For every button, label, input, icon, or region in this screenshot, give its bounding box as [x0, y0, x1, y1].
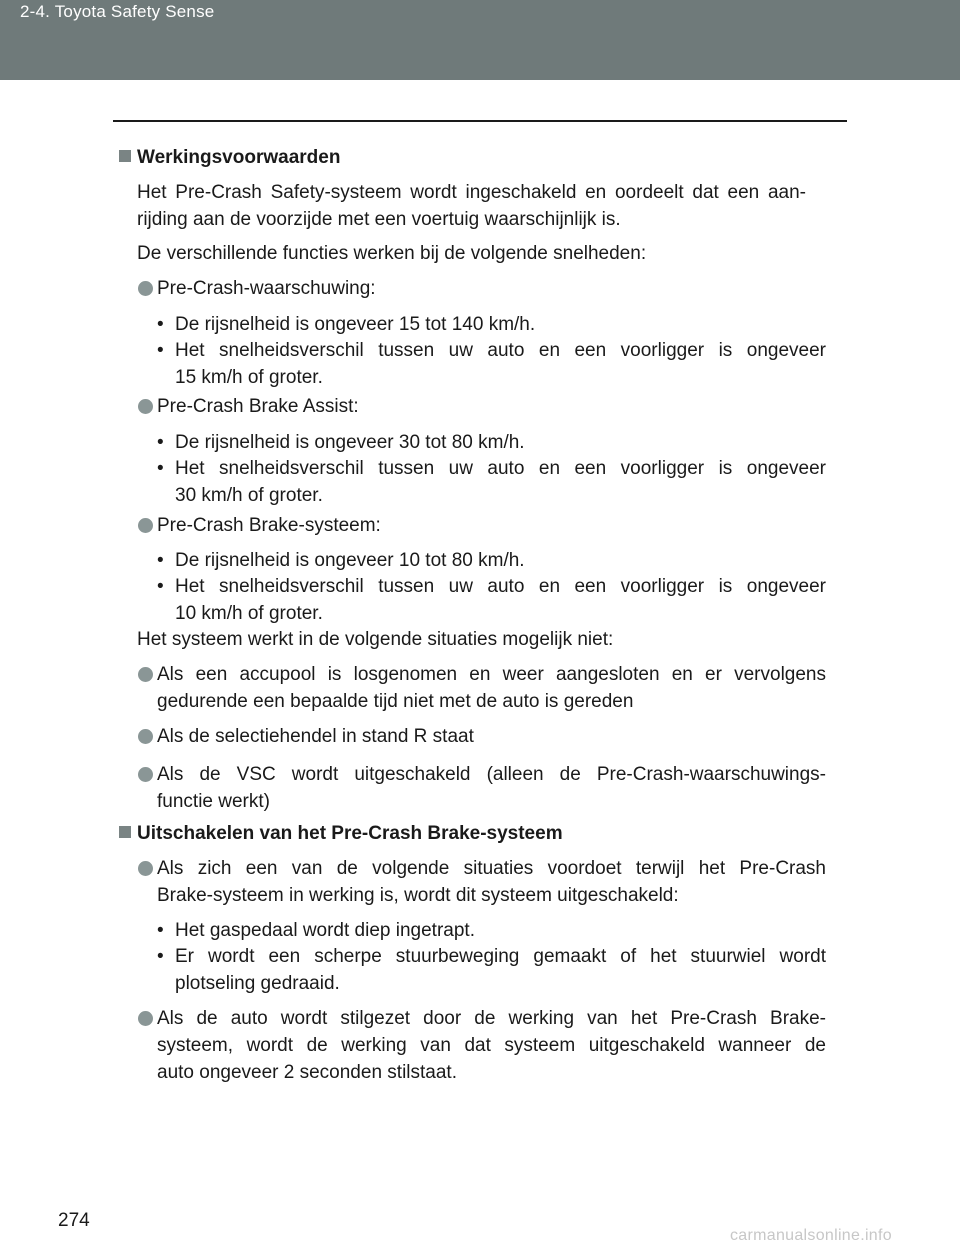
intro-line: Het Pre-Crash Safety-systeem wordt ingeschakeld en oordeelt dat een aan- [137, 182, 806, 203]
bullet-icon: • [157, 458, 164, 479]
list-item: Het snelheidsverschil tussen uw auto en een voorligger is ongeveer [175, 340, 826, 361]
list-item-continuation: plotseling gedraaid. [175, 973, 340, 994]
heading-text: Uitschakelen van het Pre-Crash Brake-systeem [137, 823, 563, 844]
list-item: Het snelheidsverschil tussen uw auto en een voorligger is ongeveer [175, 576, 826, 597]
list-item: Als de selectiehendel in stand R staat [157, 726, 474, 747]
not-working-intro: Het systeem werkt in de volgende situaties mogelijk niet: [137, 629, 614, 650]
list-item: Als een accupool is losgenomen en weer aangesloten en er vervolgens [157, 664, 826, 685]
list-item: Als de VSC wordt uitgeschakeld (alleen de Pre-Crash-waarschuwings- [157, 764, 826, 785]
bullet-icon: • [157, 340, 164, 361]
list-item: Als de auto wordt stilgezet door de werking van het Pre-Crash Brake- [157, 1008, 826, 1029]
section-heading-uitschakelen [119, 821, 563, 847]
list-item-continuation: gedurende een bepaalde tijd niet met de auto is gereden [157, 691, 634, 712]
round-bullet-icon [138, 399, 153, 414]
list-item: De rijsnelheid is ongeveer 10 tot 80 km/h. [175, 550, 525, 571]
list-item-continuation: Brake-systeem in werking is, wordt dit systeem uitgeschakeld: [157, 885, 679, 906]
header-band [0, 0, 960, 80]
intro-line: rijding aan de voorzijde met een voertuig waarschijnlijk is. [137, 209, 621, 230]
list-item: Het snelheidsverschil tussen uw auto en een voorligger is ongeveer [175, 458, 826, 479]
square-bullet-icon [119, 150, 131, 162]
round-bullet-icon [138, 729, 153, 744]
bullet-icon: • [157, 550, 164, 571]
list-item-continuation: 10 km/h of groter. [175, 603, 323, 624]
round-bullet-icon [138, 281, 153, 296]
list-item-continuation: 15 km/h of groter. [175, 367, 323, 388]
list-item: Er wordt een scherpe stuurbeweging gemaakt of het stuurwiel wordt [175, 946, 826, 967]
watermark: carmanualsonline.info [730, 1227, 892, 1244]
list-item: Als zich een van de volgende situaties voordoet terwijl het Pre-Crash [157, 858, 826, 879]
round-bullet-icon [138, 861, 153, 876]
section-title: 2-4. Toyota Safety Sense [20, 2, 215, 21]
list-item-continuation: systeem, wordt de werking van dat systeem uitgeschakeld wanneer de [157, 1035, 826, 1056]
bullet-icon: • [157, 314, 164, 335]
bullet-icon: • [157, 576, 164, 597]
function-title: Pre-Crash Brake Assist: [157, 396, 359, 417]
round-bullet-icon [138, 667, 153, 682]
list-item: De rijsnelheid is ongeveer 30 tot 80 km/h. [175, 432, 525, 453]
round-bullet-icon [138, 1011, 153, 1026]
square-bullet-icon [119, 826, 131, 838]
list-item: De rijsnelheid is ongeveer 15 tot 140 km/h. [175, 314, 536, 335]
heading-text: Werkingsvoorwaarden [137, 147, 341, 168]
page-number: 274 [58, 1210, 90, 1231]
round-bullet-icon [138, 518, 153, 533]
bullet-icon: • [157, 946, 164, 967]
round-bullet-icon [138, 767, 153, 782]
list-item-continuation: auto ongeveer 2 seconden stilstaat. [157, 1062, 457, 1083]
list-item-continuation: 30 km/h of groter. [175, 485, 323, 506]
list-item-continuation: functie werkt) [157, 791, 270, 812]
function-title: Pre-Crash Brake-systeem: [157, 515, 381, 536]
function-title: Pre-Crash-waarschuwing: [157, 278, 376, 299]
bullet-icon: • [157, 920, 164, 941]
header-rule [113, 120, 847, 122]
list-item: Het gaspedaal wordt diep ingetrapt. [175, 920, 475, 941]
speeds-intro: De verschillende functies werken bij de volgende snelheden: [137, 243, 647, 264]
section-heading-werkingsvoorwaarden [119, 145, 340, 171]
bullet-icon: • [157, 432, 164, 453]
